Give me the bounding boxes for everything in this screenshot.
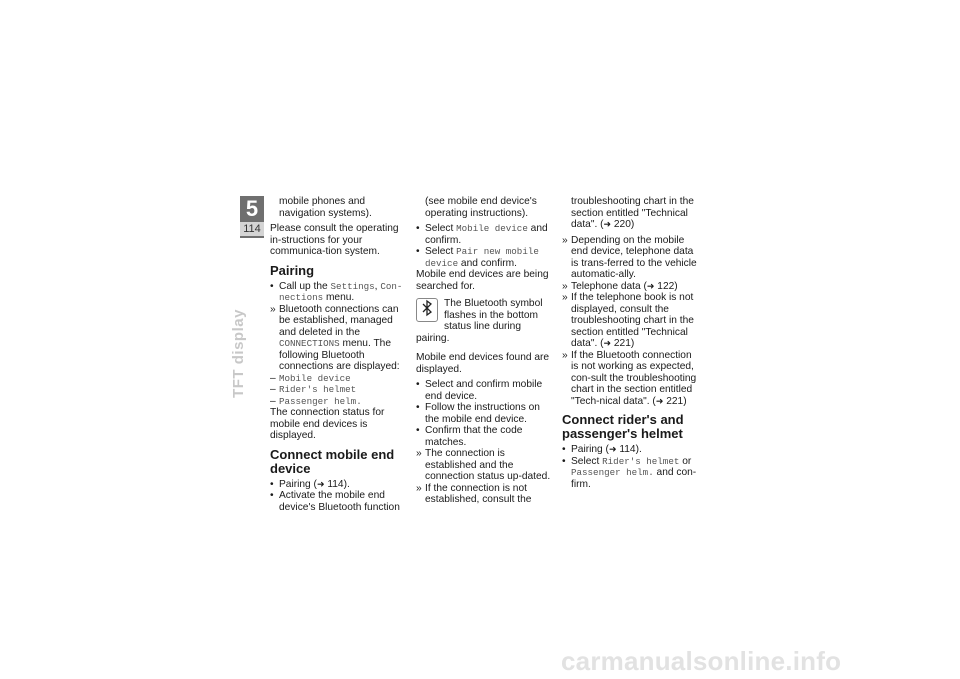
continued-text: troubleshooting chart in the section entitled "Technical data". (➜ 220): [571, 196, 694, 230]
result-item: » Telephone data (➜ 122): [562, 280, 678, 292]
continued-text: mobile phones and navigation systems).: [279, 196, 372, 219]
page-number: 114: [240, 222, 264, 236]
bullet-item: • Select Rider's helmet or Passenger helm. and con-firm.: [562, 455, 697, 490]
heading-connect-helmet: Connect rider's and passenger's helmet: [562, 412, 684, 441]
section-title: TFT display: [229, 309, 247, 398]
page-ref-arrow-icon: ➜: [316, 478, 325, 489]
chapter-number: 5: [245, 196, 259, 221]
page-ref-arrow-icon: ➜: [655, 395, 664, 406]
paragraph: Mobile end devices found are displayed.: [416, 352, 550, 375]
column-3: [562, 196, 700, 490]
bullet-item: • Select Pair new mobile device and confirm.: [416, 246, 539, 269]
bullet-item: • Confirm that the code matches.: [416, 425, 523, 448]
dash-item: – Rider's helmet: [270, 384, 357, 395]
chapter-tab: [240, 196, 264, 238]
result-item: » Bluetooth connections can be established, managed and deleted in the CONNECTIONS menu. The following Bluetooth connections are displayed:: [270, 303, 400, 372]
page-ref-arrow-icon: ➜: [646, 280, 655, 291]
heading-connect-device: Connect mobile end device: [270, 446, 395, 476]
page-ref-arrow-icon: ➜: [608, 444, 617, 454]
bullet-item: • Select and confirm mobile end device.: [416, 379, 543, 402]
bullet-item: • Pairing (➜ 114).: [270, 478, 350, 490]
result-item: » If the telephone book is not displayed, consult the troubleshooting chart in the section entitled "Technical data". (➜ 221): [562, 292, 694, 349]
paragraph: Please consult the operating in-structions for your communica-tion system.: [270, 223, 399, 257]
page-ref-arrow-icon: ➜: [603, 338, 612, 348]
bullet-item: • Call up the Settings, Con-nections menu.: [270, 280, 403, 303]
bullet-item: • Activate the mobile end device's Bluetooth function: [270, 490, 400, 513]
column-2: [416, 196, 554, 506]
result-item: » If the connection is not established, consult the: [416, 482, 532, 505]
bluetooth-note-text: The Bluetooth symbol flashes in the bottom status line during pairing.: [416, 298, 543, 344]
heading-pairing: Pairing: [270, 262, 315, 278]
dash-item: – Mobile device: [270, 372, 351, 384]
bullet-item: • Select Mobile device and confirm.: [416, 223, 548, 246]
result-item: » The connection is established and the connection status up-dated.: [416, 448, 551, 482]
bullet-item: • Pairing (➜ 114).: [562, 444, 642, 455]
paragraph: Mobile end devices are being searched for.: [416, 269, 549, 292]
column-1: [270, 196, 408, 513]
paragraph: The connection status for mobile end devices is displayed.: [270, 407, 385, 441]
continued-text: (see mobile end device's operating instructions).: [425, 196, 537, 219]
watermark: carmanualsonline.info: [561, 646, 842, 676]
dash-item: – Passenger helm.: [270, 395, 362, 407]
bluetooth-note: [416, 298, 554, 344]
result-item: » Depending on the mobile end device, telephone data is trans-ferred to the vehicle automatic-ally.: [562, 234, 697, 280]
bullet-item: • Follow the instructions on the mobile end device.: [416, 402, 540, 425]
page-ref-arrow-icon: ➜: [603, 219, 612, 229]
bluetooth-icon: [416, 298, 438, 322]
result-item: » If the Bluetooth connection is not working as expected, con-sult the troubleshooting chart in the section entitled "Tech-nical data". (➜ 221): [562, 349, 697, 407]
